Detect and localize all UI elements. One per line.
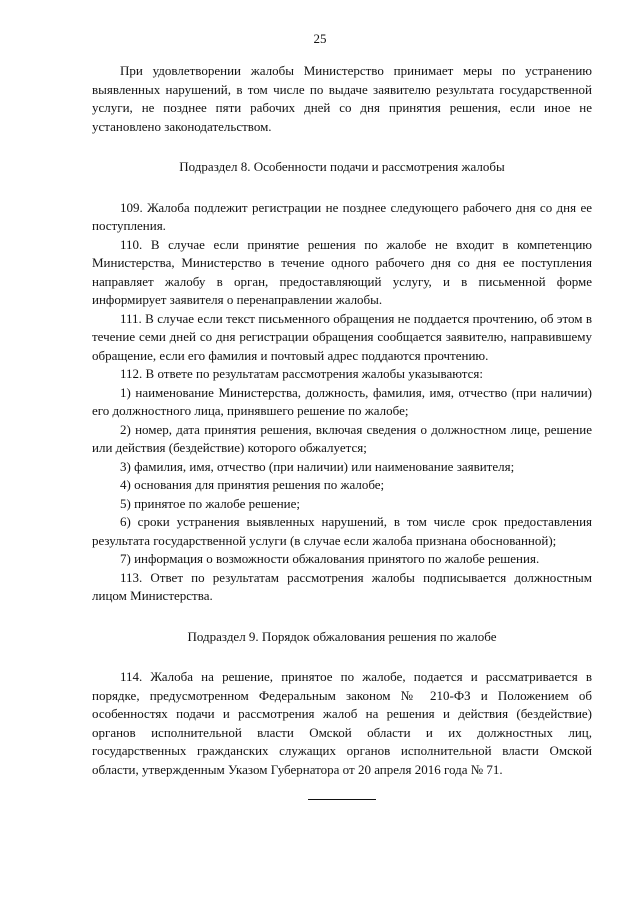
paragraph-111: 111. В случае если текст письменного обращения не поддается прочтению, об этом в течение семи дней со дня регистрации обращения сообщается заявителю, направившему обращение, если его фамилия и почтовый адрес поддаются прочтению. — [92, 310, 592, 363]
list-item-7: 7) информация о возможности обжалования принятого по жалобе решения. — [120, 551, 540, 566]
paragraph-112: 112. В ответе по результатам рассмотрения жалобы указываются: — [120, 366, 483, 381]
paragraph-109: 109. Жалоба подлежит регистрации не позднее следующего рабочего дня со дня ее поступления. — [92, 199, 592, 233]
intro-paragraph: При удовлетворении жалобы Министерство принимает меры по устранению выявленных нарушений, в том числе по выдаче заявителю результата государственной услуги, не позднее пяти рабочих дней со дня принятия решения, если иное не установлено законодательством. — [92, 63, 592, 134]
paragraph-113: 113. Ответ по результатам рассмотрения жалобы подписывается должностным лицом Министерства. — [92, 569, 592, 603]
document-body — [92, 62, 592, 800]
end-rule-divider — [308, 799, 376, 800]
paragraph-114: 114. Жалоба на решение, принятое по жалобе, подается и рассматривается в порядке, предусмотренном Федеральным законом № 210-ФЗ и Положением об особенностях подачи и рассмотрения жалоб на решения и действия (бездействие) органов исполнительной власти Омской области и их должностных лиц, государственных гражданских служащих органов исполнительной власти Омской области, утвержденным Указом Губернатора от 20 апреля 2016 года № 71. — [92, 669, 592, 777]
list-item-1: 1) наименование Министерства, должность, фамилия, имя, отчество (при наличии) его должностного лица, принявшего решение по жалобе; — [92, 384, 592, 418]
list-item-2: 2) номер, дата принятия решения, включая сведения о должностном лице, решение или действия (бездействие) которого обжалуется; — [92, 421, 592, 455]
list-item-6: 6) сроки устранения выявленных нарушений, в том числе срок предоставления результата государственной услуги (в случае если жалоба признана обоснованной); — [92, 514, 592, 548]
page-number: 25 — [313, 31, 327, 46]
section-8-heading: Подраздел 8. Особенности подачи и рассмотрения жалобы — [179, 159, 505, 174]
list-item-3: 3) фамилия, имя, отчество (при наличии) или наименование заявителя; — [120, 458, 515, 474]
list-item-5: 5) принятое по жалобе решение; — [120, 495, 300, 511]
paragraph-110: 110. В случае если принятие решения по жалобе не входит в компетенцию Министерства, Министерство в течение одного рабочего дня со дня ее поступления направляет жалобу в орган, предоставляющий услугу, и в письменной форме информирует заявителя о перенаправлении жалобы. — [92, 236, 592, 307]
section-9-heading: Подраздел 9. Порядок обжалования решения по жалобе — [187, 628, 497, 644]
list-item-4: 4) основания для принятия решения по жалобе; — [120, 477, 385, 492]
